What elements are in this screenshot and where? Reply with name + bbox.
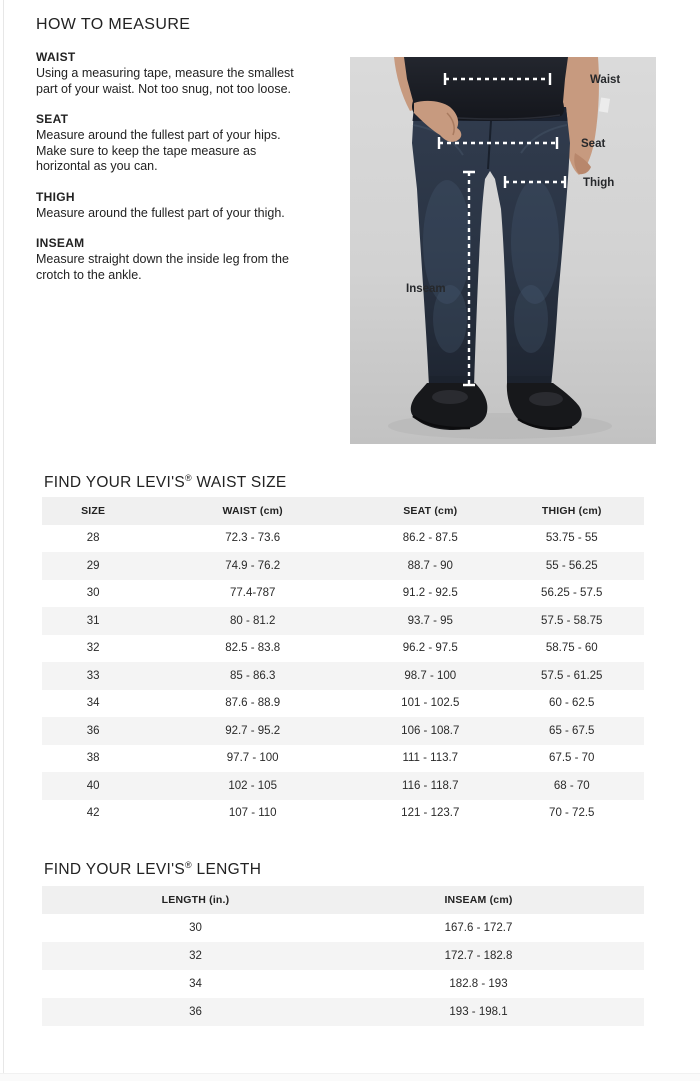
range-cell: 58.75 - 60: [500, 635, 645, 663]
range-cell: 60 - 62.5: [500, 690, 645, 718]
header-row: [42, 886, 644, 914]
table-row: [42, 580, 644, 608]
thigh-label: Thigh: [583, 177, 615, 189]
measure-section-body: Measure around the fullest part of your hips. Make sure to keep the tape measure as horizontal as you can.: [36, 128, 281, 173]
table-row: [42, 552, 644, 580]
column-header: WAIST (cm): [144, 497, 361, 525]
size-cell: 34: [42, 970, 349, 998]
table-row: [42, 607, 644, 635]
range-cell: 121 - 123.7: [361, 800, 499, 828]
range-cell: 93.7 - 95: [361, 607, 499, 635]
column-header: LENGTH (in.): [42, 886, 349, 914]
column-header: SIZE: [42, 497, 144, 525]
column-header: THIGH (cm): [500, 497, 645, 525]
range-cell: 55 - 56.25: [500, 552, 645, 580]
range-cell: 72.3 - 73.6: [144, 525, 361, 553]
range-cell: 97.7 - 100: [144, 745, 361, 773]
range-cell: 102 - 105: [144, 772, 361, 800]
range-cell: 167.6 - 172.7: [349, 914, 644, 942]
page-left-divider: [3, 0, 4, 1080]
size-cell: 32: [42, 635, 144, 663]
measure-section-title: THIGH: [36, 189, 75, 204]
range-cell: 85 - 86.3: [144, 662, 361, 690]
table-row: [42, 998, 644, 1026]
table-head: [42, 886, 644, 914]
length-heading: [44, 860, 261, 879]
range-cell: 87.6 - 88.9: [144, 690, 361, 718]
size-cell: 34: [42, 690, 144, 718]
table-body: [42, 525, 644, 828]
range-cell: 111 - 113.7: [361, 745, 499, 773]
range-cell: 91.2 - 92.5: [361, 580, 499, 608]
waist-label: Waist: [590, 74, 621, 86]
measure-section-title: INSEAM: [36, 236, 85, 250]
column-header: INSEAM (cm): [349, 886, 644, 914]
measurement-photo: [350, 57, 656, 444]
table-row: [42, 717, 644, 745]
table-row: [42, 635, 644, 663]
heading-text: FIND YOUR LEVI'S: [44, 861, 185, 879]
range-cell: 57.5 - 58.75: [500, 607, 645, 635]
range-cell: 80 - 81.2: [144, 607, 361, 635]
heading-text: LENGTH: [191, 861, 262, 879]
size-cell: 29: [42, 552, 144, 580]
heading-text: FIND YOUR LEVI'S: [44, 474, 185, 492]
page-title: HOW TO MEASURE: [36, 16, 191, 33]
header-row: [42, 497, 644, 525]
table-row: [42, 942, 644, 970]
heading-text: WAIST SIZE: [191, 474, 287, 492]
measure-section-waist: [36, 50, 308, 97]
range-cell: 88.7 - 90: [361, 552, 499, 580]
inseam-label: Inseam: [406, 283, 446, 295]
measure-section-body: Measure straight down the inside leg from the crotch to the ankle.: [36, 252, 289, 282]
range-cell: 53.75 - 55: [500, 525, 645, 553]
measure-section-inseam: [36, 236, 308, 283]
range-cell: 56.25 - 57.5: [500, 580, 645, 608]
range-cell: 172.7 - 182.8: [349, 942, 644, 970]
range-cell: 70 - 72.5: [500, 800, 645, 828]
table-head: [42, 497, 644, 525]
range-cell: 92.7 - 95.2: [144, 717, 361, 745]
range-cell: 101 - 102.5: [361, 690, 499, 718]
range-cell: 74.9 - 76.2: [144, 552, 361, 580]
size-cell: 40: [42, 772, 144, 800]
column-header: SEAT (cm): [361, 497, 499, 525]
seat-label: Seat: [581, 138, 606, 150]
table-row: [42, 914, 644, 942]
table-row: [42, 800, 644, 828]
table-row: [42, 690, 644, 718]
measure-section-body: Measure around the fullest part of your thigh.: [36, 205, 285, 220]
length-table: [42, 886, 644, 1026]
measure-section-body: Using a measuring tape, measure the smallest part of your waist. Not too snug, not too loose.: [36, 66, 294, 96]
range-cell: 106 - 108.7: [361, 717, 499, 745]
size-cell: 36: [42, 717, 144, 745]
table-row: [42, 745, 644, 773]
table-row: [42, 525, 644, 553]
registered-mark: ®: [184, 860, 192, 870]
range-cell: 86.2 - 87.5: [361, 525, 499, 553]
size-cell: 33: [42, 662, 144, 690]
size-cell: 31: [42, 607, 144, 635]
table-body: [42, 914, 644, 1026]
size-cell: 42: [42, 800, 144, 828]
range-cell: 98.7 - 100: [361, 662, 499, 690]
size-cell: 32: [42, 942, 349, 970]
size-cell: 30: [42, 914, 349, 942]
measure-section-thigh: [36, 190, 308, 222]
measure-section-seat: [36, 112, 308, 175]
registered-mark: ®: [184, 473, 192, 483]
measurement-figure: [350, 57, 656, 444]
table-row: [42, 662, 644, 690]
range-cell: 77.4-787: [144, 580, 361, 608]
size-cell: 38: [42, 745, 144, 773]
measure-section-title: SEAT: [36, 112, 69, 126]
size-cell: 28: [42, 525, 144, 553]
range-cell: 82.5 - 83.8: [144, 635, 361, 663]
measure-instructions: [36, 50, 308, 298]
range-cell: 182.8 - 193: [349, 970, 644, 998]
range-cell: 116 - 118.7: [361, 772, 499, 800]
range-cell: 68 - 70: [500, 772, 645, 800]
size-cell: 30: [42, 580, 144, 608]
range-cell: 67.5 - 70: [500, 745, 645, 773]
table-row: [42, 970, 644, 998]
range-cell: 65 - 67.5: [500, 717, 645, 745]
range-cell: 96.2 - 97.5: [361, 635, 499, 663]
range-cell: 57.5 - 61.25: [500, 662, 645, 690]
measure-section-title: WAIST: [36, 50, 76, 64]
size-cell: 36: [42, 998, 349, 1026]
range-cell: 193 - 198.1: [349, 998, 644, 1026]
range-cell: 107 - 110: [144, 800, 361, 828]
table-row: [42, 772, 644, 800]
waist-size-heading: [44, 473, 287, 492]
waist-size-table: [42, 497, 644, 827]
